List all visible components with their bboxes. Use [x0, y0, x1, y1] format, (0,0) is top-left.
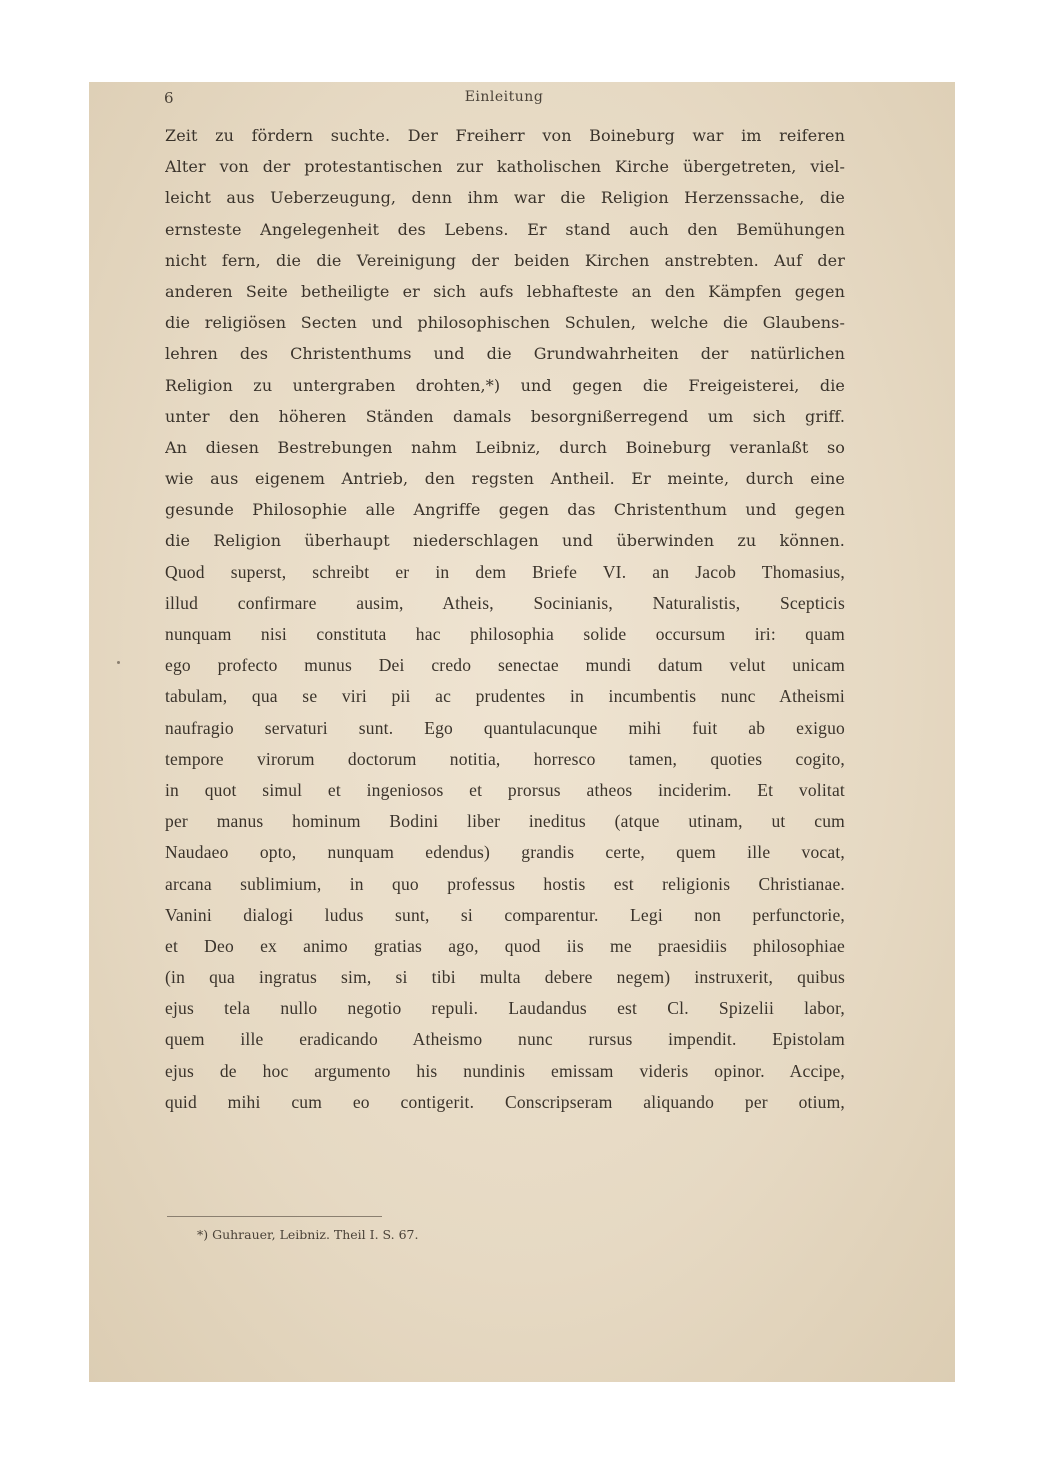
text-line: tempore virorum doctorum notitia, horresco tamen, quoties cogito,: [165, 748, 845, 769]
text-line: Zeit zu fördern suchte. Der Freiherr von Boineburg war im reiferen: [165, 126, 845, 145]
text-line: per manus hominum Bodini liber ineditus (atque utinam, ut cum: [165, 811, 845, 832]
text-line: unter den höheren Ständen damals besorgnißerregend um sich griff.: [165, 406, 845, 426]
text-line: (in qua ingratus sim, si tibi multa debere negem) instruxerit, quibus: [165, 967, 845, 988]
footnote: *) Guhrauer, Leibniz. Theil I. S. 67.: [197, 1227, 419, 1242]
text-line: ejus tela nullo negotio repuli. Laudandus est Cl. Spizelii labor,: [165, 998, 845, 1019]
page-header: [164, 89, 844, 113]
text-line: Alter von der protestantischen zur katholischen Kirche übergetreten, viel-: [165, 157, 845, 177]
text-line: nunquam nisi constituta hac philosophia solide occursum iri: quam: [165, 624, 845, 644]
text-line: die Religion überhaupt niederschlagen und überwinden zu können.: [165, 531, 845, 551]
body-text: [165, 120, 845, 1118]
text-line: ego profecto munus Dei credo senectae mundi datum velut unicam: [165, 655, 845, 676]
text-line: gesunde Philosophie alle Angriffe gegen das Christenthum und gegen: [165, 500, 845, 520]
text-line: quem ille eradicando Atheismo nunc rursus impendit. Epistolam: [165, 1029, 845, 1050]
footnote-rule: [167, 1216, 382, 1217]
text-line: Religion zu untergraben drohten,*) und gegen die Freigeisterei, die: [165, 375, 845, 395]
text-line: die religiösen Secten und philosophischen Schulen, welche die Glaubens-: [165, 313, 845, 333]
speck: [117, 661, 120, 664]
text-line: Quod superst, schreibt er in dem Briefe VI. an Jacob Thomasius,: [165, 561, 845, 582]
text-line: quid mihi cum eo contigerit. Conscripseram aliquando per otium,: [165, 1091, 845, 1112]
text-line: et Deo ex animo gratias ago, quod iis me praesidiis philosophiae: [165, 935, 845, 956]
text-line: ejus de hoc argumento his nundinis emissam videris opinor. Accipe,: [165, 1060, 845, 1081]
text-line: Vanini dialogi ludus sunt, si comparentur. Legi non perfunctorie,: [165, 904, 845, 925]
text-line: ernsteste Angelegenheit des Lebens. Er stand auch den Bemühungen: [165, 219, 845, 239]
text-line: in quot simul et ingeniosos et prorsus atheos inciderim. Et volitat: [165, 779, 845, 800]
text-line: nicht fern, die die Vereinigung der beiden Kirchen anstrebten. Auf der: [165, 250, 845, 270]
text-line: tabulam, qua se viri pii ac prudentes in incumbentis nunc Atheismi: [165, 686, 845, 707]
text-line: wie aus eigenem Antrieb, den regsten Antheil. Er meinte, durch eine: [165, 469, 845, 489]
page-number: 6: [164, 89, 174, 107]
text-line: naufragio servaturi sunt. Ego quantulacunque mihi fuit ab exiguo: [165, 717, 845, 738]
text-line: leicht aus Ueberzeugung, denn ihm war die Religion Herzenssache, die: [165, 188, 845, 208]
text-line: lehren des Christenthums und die Grundwahrheiten der natürlichen: [165, 344, 845, 364]
text-line: anderen Seite betheiligte er sich aufs lebhafteste an den Kämpfen gegen: [165, 281, 845, 301]
running-head: Einleitung: [464, 89, 544, 105]
text-line: arcana sublimium, in quo professus hostis est religionis Christianae.: [165, 873, 845, 894]
text-line: Naudaeo opto, nunquam edendus) grandis certe, quem ille vocat,: [165, 842, 845, 863]
text-line: illud confirmare ausim, Atheis, Socinianis, Naturalistis, Scepticis: [165, 592, 845, 613]
text-line: An diesen Bestrebungen nahm Leibniz, durch Boineburg veranlaßt so: [165, 437, 845, 457]
